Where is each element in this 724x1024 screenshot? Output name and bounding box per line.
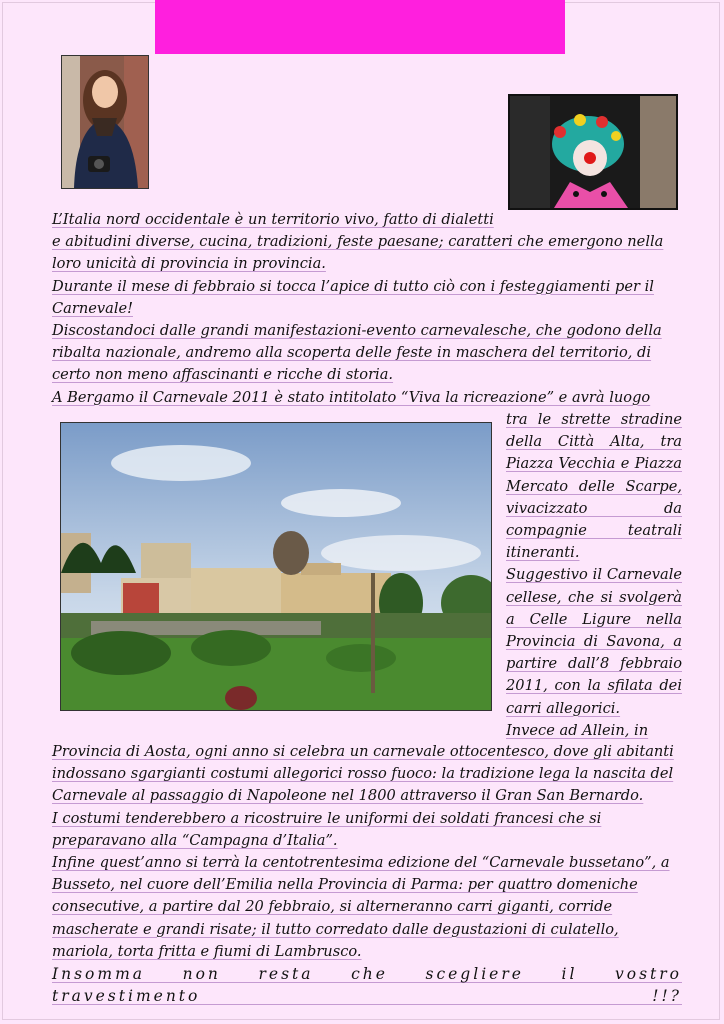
paragraph: Provincia di Aosta, ogni anno si celebra un carnevale ottocentesco, dove gli abitanti indossano sgargianti costumi allegorici rosso fuoco: la tradizione lega la nascita del Carnevale al passaggio di Napoleone nel 1800 attraverso il Gran San Bernardo.	[52, 743, 674, 805]
paragraph: e abitudini diverse, cucina, tradizioni, feste paesane; caratteri che emergono nella loro unicità di provincia in provincia.	[52, 233, 664, 273]
paragraph: tra le strette stradine della Città Alta, tra Piazza Vecchia e Piazza Mercato delle Scarpe, vivacizzato da compagnie teatrali itineranti.	[506, 411, 682, 562]
paragraph: Infine quest’anno si terrà la centotrentesima edizione del “Carnevale bussetano”, a Busseto, nel cuore dell’Emilia nella Provincia di Parma: per quattro domeniche consecutive, a partire dal 20 febbraio, si alterneranno carri giganti, corride mascherate e grandi risate; il tutto corredato dalle degustazioni di culatello, mariola, torta fritta e fiumi di Lambrusco.	[52, 854, 670, 960]
header-color-band	[155, 0, 565, 54]
paragraph: Durante il mese di febbraio si tocca l’apice di tutto ciò con i festeggiamenti per il Carnevale!	[52, 277, 654, 317]
article-bottom-text	[52, 741, 682, 1007]
paragraph: I costumi tenderebbero a ricostruire le uniformi dei soldati francesi che si preparavano alla “Campagna d’Italia”.	[52, 809, 602, 849]
closing-line: Insomma non resta che scegliere il vostro travestimento !!?	[52, 965, 682, 1006]
article-top-text	[52, 209, 682, 409]
article-side-text	[506, 409, 682, 742]
paragraph: L’Italia nord occidentale è un territorio vivo, fatto di dialetti	[52, 211, 494, 228]
paragraph: A Bergamo il Carnevale 2011 è stato intitolato “Viva la ricreazione” e avrà luogo	[52, 388, 651, 406]
portrait-photo	[61, 55, 149, 189]
paragraph: Invece ad Allein, in	[506, 721, 649, 739]
paragraph: Suggestivo il Carnevale cellese, che si svolgerà a Celle Ligure nella Provincia di Savona, a partire dall’8 febbraio 2011, con la sfilata dei carri allegorici.	[506, 566, 682, 717]
bergamo-photo	[60, 422, 492, 711]
paragraph: Discostandoci dalle grandi manifestazioni-evento carnevalesche, che godono della ribalta nazionale, andremo alla scoperta delle feste in maschera del territorio, di certo non meno affascinanti e ricche di storia.	[52, 322, 662, 384]
clown-photo	[508, 94, 678, 210]
